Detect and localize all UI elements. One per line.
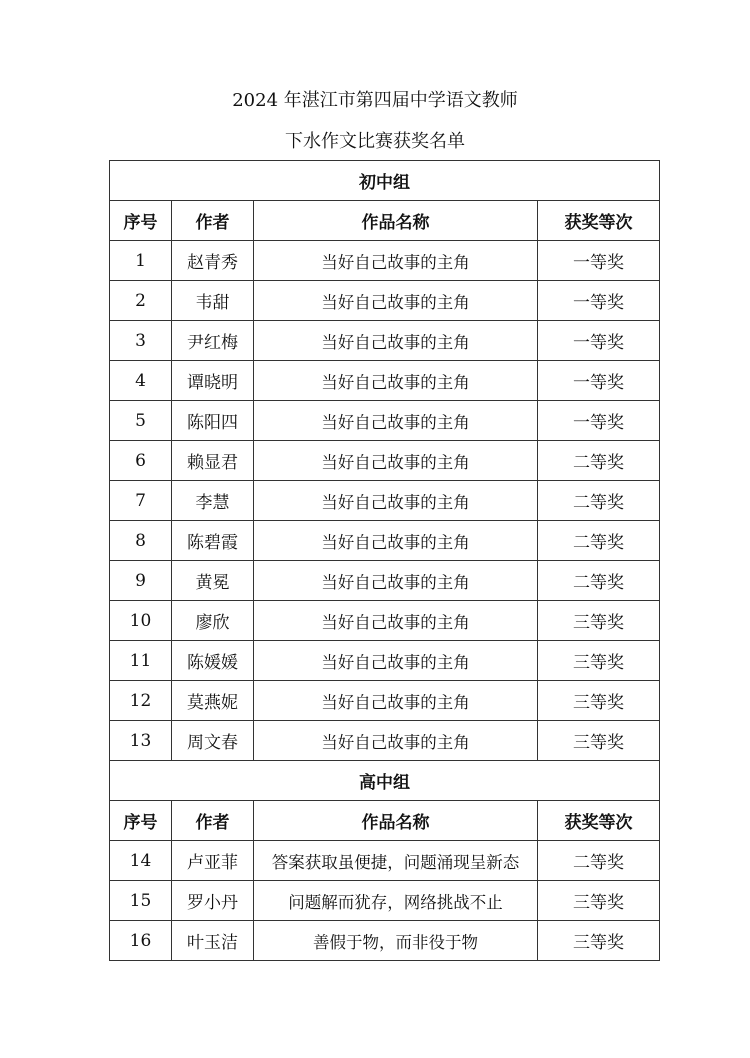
table-row — [110, 921, 660, 961]
cell-work-title: 当好自己故事的主角 — [254, 721, 538, 761]
cell-author: 莫燕妮 — [172, 681, 254, 721]
cell-number: 2 — [110, 281, 172, 321]
cell-award: 一等奖 — [538, 241, 660, 281]
cell-number: 12 — [110, 681, 172, 721]
cell-author: 尹红梅 — [172, 321, 254, 361]
table-row — [110, 241, 660, 281]
cell-work-title: 当好自己故事的主角 — [254, 601, 538, 641]
cell-author: 赵青秀 — [172, 241, 254, 281]
cell-work-title: 当好自己故事的主角 — [254, 561, 538, 601]
cell-number: 11 — [110, 641, 172, 681]
group-name: 高中组 — [110, 761, 660, 801]
col-header-work: 作品名称 — [254, 201, 538, 241]
cell-work-title: 当好自己故事的主角 — [254, 521, 538, 561]
col-header-award: 获奖等次 — [538, 801, 660, 841]
table-row — [110, 321, 660, 361]
cell-author: 谭晓明 — [172, 361, 254, 401]
cell-number: 3 — [110, 321, 172, 361]
cell-award: 一等奖 — [538, 361, 660, 401]
cell-author: 陈媛媛 — [172, 641, 254, 681]
cell-number: 15 — [110, 881, 172, 921]
cell-work-title: 当好自己故事的主角 — [254, 241, 538, 281]
table-row — [110, 561, 660, 601]
cell-award: 三等奖 — [538, 681, 660, 721]
cell-author: 赖显君 — [172, 441, 254, 481]
cell-number: 6 — [110, 441, 172, 481]
cell-award: 三等奖 — [538, 881, 660, 921]
cell-award: 二等奖 — [538, 841, 660, 881]
cell-number: 1 — [110, 241, 172, 281]
table-row — [110, 441, 660, 481]
cell-author: 周文春 — [172, 721, 254, 761]
cell-award: 二等奖 — [538, 521, 660, 561]
column-header-row — [110, 801, 660, 841]
cell-work-title: 问题解而犹存，网络挑战不止 — [254, 881, 538, 921]
cell-work-title: 当好自己故事的主角 — [254, 321, 538, 361]
cell-award: 一等奖 — [538, 401, 660, 441]
document-title-line1: 2024 年湛江市第四届中学语文教师 — [232, 90, 518, 111]
cell-work-title: 当好自己故事的主角 — [254, 401, 538, 441]
cell-number: 5 — [110, 401, 172, 441]
cell-author: 廖欣 — [172, 601, 254, 641]
cell-author: 罗小丹 — [172, 881, 254, 921]
table-row — [110, 601, 660, 641]
table-row — [110, 841, 660, 881]
cell-award: 三等奖 — [538, 721, 660, 761]
cell-work-title: 答案获取虽便捷，问题涌现呈新态 — [254, 841, 538, 881]
cell-work-title: 当好自己故事的主角 — [254, 441, 538, 481]
table-row — [110, 641, 660, 681]
col-header-number: 序号 — [110, 801, 172, 841]
col-header-author: 作者 — [172, 801, 254, 841]
cell-number: 8 — [110, 521, 172, 561]
cell-work-title: 当好自己故事的主角 — [254, 681, 538, 721]
group-header-row — [110, 161, 660, 201]
cell-award: 一等奖 — [538, 321, 660, 361]
cell-number: 16 — [110, 921, 172, 961]
col-header-author: 作者 — [172, 201, 254, 241]
cell-work-title: 当好自己故事的主角 — [254, 281, 538, 321]
cell-number: 10 — [110, 601, 172, 641]
cell-award: 二等奖 — [538, 441, 660, 481]
group-header-row — [110, 761, 660, 801]
cell-work-title: 当好自己故事的主角 — [254, 361, 538, 401]
cell-author: 叶玉洁 — [172, 921, 254, 961]
col-header-number: 序号 — [110, 201, 172, 241]
cell-author: 黄冕 — [172, 561, 254, 601]
cell-number: 4 — [110, 361, 172, 401]
cell-award: 三等奖 — [538, 921, 660, 961]
cell-number: 13 — [110, 721, 172, 761]
table-row — [110, 521, 660, 561]
cell-number: 14 — [110, 841, 172, 881]
cell-work-title: 当好自己故事的主角 — [254, 481, 538, 521]
cell-award: 二等奖 — [538, 481, 660, 521]
col-header-work: 作品名称 — [254, 801, 538, 841]
cell-author: 李慧 — [172, 481, 254, 521]
awards-table — [109, 160, 660, 961]
cell-work-title: 当好自己故事的主角 — [254, 641, 538, 681]
cell-author: 陈碧霞 — [172, 521, 254, 561]
table-row — [110, 681, 660, 721]
document-title-line2: 下水作文比赛获奖名单 — [285, 131, 465, 152]
cell-award: 一等奖 — [538, 281, 660, 321]
cell-author: 陈阳四 — [172, 401, 254, 441]
cell-author: 韦甜 — [172, 281, 254, 321]
table-row — [110, 281, 660, 321]
table-row — [110, 881, 660, 921]
col-header-award: 获奖等次 — [538, 201, 660, 241]
cell-number: 7 — [110, 481, 172, 521]
cell-award: 三等奖 — [538, 641, 660, 681]
cell-author: 卢亚菲 — [172, 841, 254, 881]
group-name: 初中组 — [110, 161, 660, 201]
cell-award: 三等奖 — [538, 601, 660, 641]
cell-number: 9 — [110, 561, 172, 601]
cell-award: 二等奖 — [538, 561, 660, 601]
table-row — [110, 401, 660, 441]
table-row — [110, 481, 660, 521]
column-header-row — [110, 201, 660, 241]
table-row — [110, 721, 660, 761]
cell-work-title: 善假于物，而非役于物 — [254, 921, 538, 961]
table-row — [110, 361, 660, 401]
